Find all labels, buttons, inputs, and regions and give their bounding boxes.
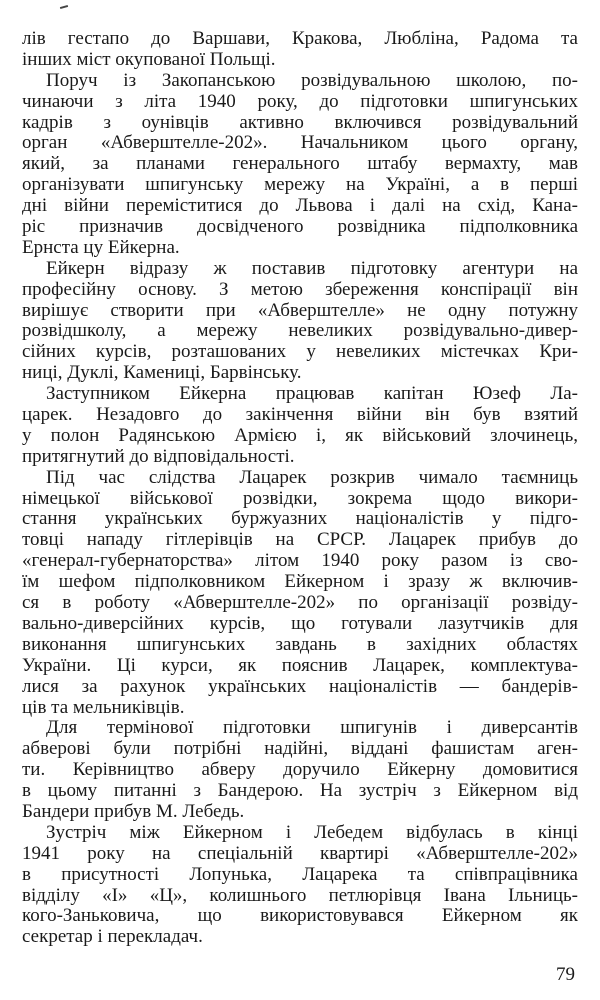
text-line: ся в роботу «Абверштелле-202» по організації розвіду-	[22, 593, 578, 614]
text-line: Під час слідства Лацарек розкрив чимало таємниць	[46, 467, 578, 488]
paragraph	[22, 823, 578, 948]
text-line: в цьому питанні з Бандерою. На зустріч з Ейкерном від	[22, 781, 578, 802]
text-line: царек. Незадовго до закінчення війни він був взятий	[22, 405, 578, 426]
text-line: лів гестапо до Варшави, Кракова, Любліна, Радома та	[22, 29, 578, 49]
text-line: вально-диверсійних курсів, що готували лазутчиків для	[22, 613, 578, 634]
text-line: вирішує створити при «Абверштелле» не одну потужну	[22, 300, 578, 321]
text-line: Бандери прибув М. Лебедь.	[22, 801, 245, 822]
text-line: організувати шпигунську мережу на Україні, а в перші	[22, 175, 578, 196]
text-line: секретар і перекладач.	[22, 927, 203, 948]
text-line: ріс призначив досвідченого розвідника підполковника	[22, 217, 578, 238]
scan-mark	[60, 5, 68, 9]
text-line: у полон Радянською Армією і, як військовий злочинець,	[22, 425, 578, 446]
text-line: ців та мельниківців.	[22, 697, 185, 718]
text-line: кого-Заньковича, що використовувався Ейкерном як	[22, 906, 578, 927]
text-line: стання українських буржуазних націоналістів у підго-	[22, 509, 578, 530]
paragraph	[22, 718, 578, 822]
page-body	[22, 29, 578, 948]
text-line: Для термінової підготовки шпигунів і диверсантів	[46, 718, 578, 739]
text-line: 1941 року на спеціальній квартирі «Абверштелле-202»	[22, 843, 578, 864]
text-line: інших міст окупованої Польщі.	[22, 49, 276, 70]
paragraph	[22, 468, 578, 719]
text-line: «генерал-губернаторства» літом 1940 року разом із сво-	[22, 551, 578, 572]
text-line: німецької військової розвідки, зокрема щодо викори-	[22, 488, 578, 509]
text-line: в присутності Лопунька, Лацарека та співпрацівника	[22, 864, 578, 885]
text-line: їм шефом підполковником Ейкерном і зразу ж включив-	[22, 572, 578, 593]
text-line: ти. Керівництво абверу доручило Ейкерну домовитися	[22, 760, 578, 781]
text-line: виконання шпигунських завдань в західних областях	[22, 634, 578, 655]
text-line: товці нападу гітлерівців на СРСР. Лацарек прибув до	[22, 530, 578, 551]
paragraph	[22, 29, 578, 71]
text-line: лися за рахунок українських націоналістів — бандерів-	[22, 676, 578, 697]
text-line: абверові були потрібні надійні, віддані фашистам аген-	[22, 739, 578, 760]
text-line: сійних курсів, розташованих у невеликих містечках Кри-	[22, 342, 578, 363]
paragraph	[22, 71, 578, 259]
text-line: кадрів з оунівців активно включився розвідувальний	[22, 112, 578, 133]
text-line: притягнутий до відповідальності.	[22, 446, 295, 467]
text-line: чинаючи з літа 1940 року, до підготовки шпигунських	[22, 91, 578, 112]
text-line: який, за планами генерального штабу вермахту, мав	[22, 154, 578, 175]
text-line: Поруч із Закопанською розвідувальною школою, по-	[46, 70, 578, 91]
text-line: України. Ці курси, як пояснив Лацарек, комплектува-	[22, 655, 578, 676]
text-line: відділу «І» «Ц», колишнього петлюрівця Івана Ільниць-	[22, 885, 578, 906]
paragraph	[22, 259, 578, 384]
text-line: орган «Абверштелле-202». Начальником цього органу,	[22, 133, 578, 154]
text-line: ниці, Дуклі, Камениці, Барвінську.	[22, 363, 302, 384]
page-number: 79	[556, 964, 575, 985]
text-line: Зустріч між Ейкерном і Лебедем відбулась в кінці	[46, 822, 578, 843]
paragraph	[22, 384, 578, 468]
text-line: дні війни переміститися до Львова і далі на схід, Кана-	[22, 196, 578, 217]
text-line: Заступником Ейкерна працював капітан Юзеф Ла-	[46, 384, 578, 405]
text-line: розвідшколу, а мережу невеликих розвідувально-дивер-	[22, 321, 578, 342]
text-line: професійну основу. З метою збереження конспірації він	[22, 279, 578, 300]
text-line: Ейкерн відразу ж поставив підготовку агентури на	[46, 258, 578, 279]
text-line: Ернста цу Ейкерна.	[22, 237, 180, 258]
